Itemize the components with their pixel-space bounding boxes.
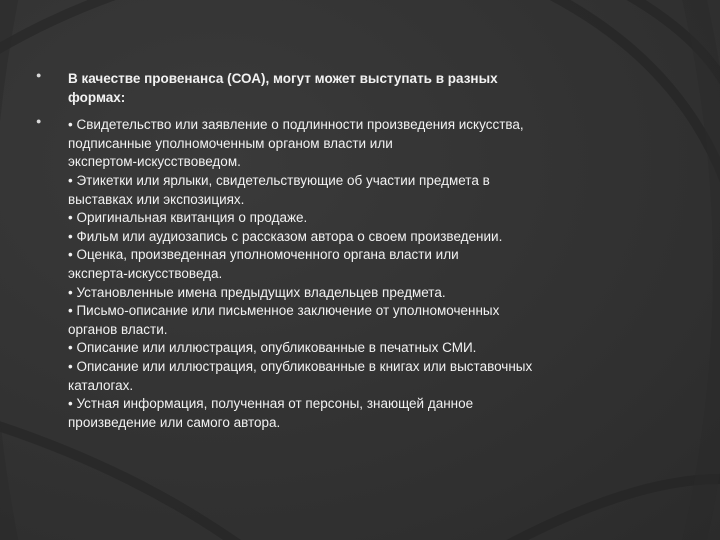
deco-arc-bottom-left [0, 420, 260, 540]
bullet-dot-icon: ● [36, 116, 42, 127]
list-line: произведение или самого автора. [68, 414, 281, 430]
deco-band-left [0, 0, 10, 540]
list-line: • Установленные имена предыдущих владельцев предмета. [68, 284, 446, 300]
heading-item [36, 70, 616, 107]
evidence-list-item [36, 116, 616, 432]
deco-arc-bottom-right [480, 479, 720, 540]
list-line: подписанные уполномоченным органом власти или [68, 135, 393, 151]
heading-line: формах: [68, 89, 126, 105]
list-line: • Свидетельство или заявление о подлинности произведения искусства, [68, 117, 524, 133]
heading-text [68, 70, 616, 107]
heading-line: В качестве провенанса (СОА), могут может выступать в разных [68, 71, 498, 86]
list-line: • Описание или иллюстрация, опубликованные в печатных СМИ. [68, 340, 477, 356]
list-line: • Письмо-описание или письменное заключение от уполномоченных [68, 303, 500, 319]
list-line: каталогах. [68, 377, 134, 393]
list-line: • Фильм или аудиозапись с рассказом автора о своем произведении. [68, 228, 503, 244]
list-line: • Оригинальная квитанция о продаже. [68, 210, 308, 226]
evidence-list-text [68, 116, 616, 432]
list-line: органов власти. [68, 321, 168, 337]
content-area [36, 70, 616, 432]
list-line: • Оценка, произведенная уполномоченного органа власти или [68, 247, 459, 263]
deco-arc-top-left [0, 0, 160, 60]
list-line: • Этикетки или ярлыки, свидетельствующие об участии предмета в [68, 172, 490, 188]
list-line: выставках или экспозициях. [68, 191, 245, 207]
deco-band-right [690, 0, 720, 540]
list-line: • Устная информация, полученная от персоны, знающей данное [68, 396, 474, 412]
list-line: экспертом-искусствоведом. [68, 154, 241, 170]
bullet-dot-icon: ● [36, 70, 42, 80]
list-line: эксперта-искусствоведа. [68, 265, 223, 281]
list-line: • Описание или иллюстрация, опубликованные в книгах или выставочных [68, 358, 533, 374]
